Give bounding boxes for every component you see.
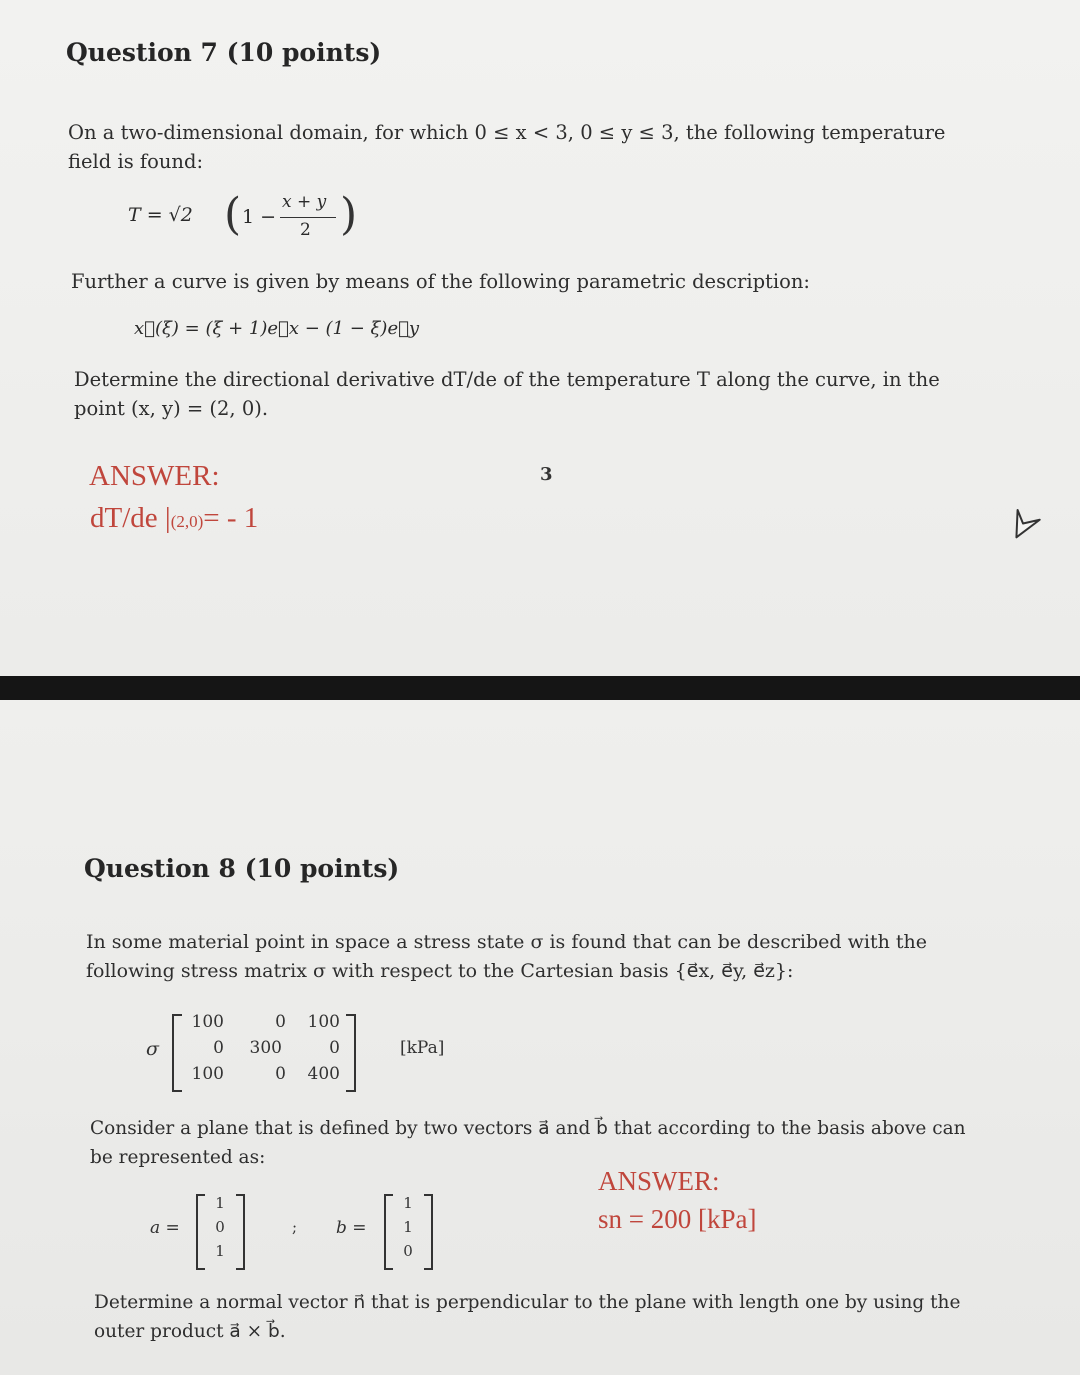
intro-line-2: field is found: <box>68 150 204 173</box>
stress-matrix <box>140 1008 480 1092</box>
vector-a-cell: 1 <box>215 1242 225 1260</box>
curve-formula: x⃗(ξ) = (ξ + 1)e⃗x − (1 − ξ)e⃗y <box>134 318 420 339</box>
question-8-task <box>94 1288 1054 1346</box>
right-paren: ) <box>340 189 358 240</box>
task-line-1: Determine the directional derivative dT/de of the temperature T along the curve, in the <box>74 368 940 391</box>
q8-task-line-2: outer product a⃗ × b⃗. <box>94 1321 286 1342</box>
mouse-pointer-icon <box>1010 503 1046 543</box>
matrix-cell: 300 <box>249 1038 282 1058</box>
vector-separator: ; <box>292 1218 298 1236</box>
question-7-task <box>74 365 1034 423</box>
question-8-page <box>0 700 1080 1375</box>
plane-line-1: Consider a plane that is defined by two vectors a⃗ and b⃗ that according to the basis above can <box>90 1118 966 1139</box>
plane-line-2: be represented as: <box>90 1147 266 1168</box>
page-divider <box>0 676 1080 700</box>
matrix-cell: 0 <box>213 1038 224 1058</box>
question-8-intro <box>86 928 1046 986</box>
vector-a-left-bracket <box>196 1194 205 1270</box>
vector-b-right-bracket <box>424 1194 433 1270</box>
matrix-cell: 0 <box>275 1012 286 1032</box>
formula-one-minus: 1 − <box>242 206 277 228</box>
matrix-cell: 0 <box>275 1064 286 1084</box>
vector-b-left-bracket <box>384 1194 393 1270</box>
q7-answer-label: ANSWER: <box>89 460 220 492</box>
question-8-title: Question 8 (10 points) <box>84 854 400 883</box>
q8-answer-label: ANSWER: <box>598 1166 720 1196</box>
matrix-unit: [kPa] <box>400 1038 445 1058</box>
formula-numerator: x + y <box>282 192 327 212</box>
matrix-cell: 100 <box>307 1012 340 1032</box>
matrix-right-bracket <box>346 1014 356 1092</box>
plane-description <box>90 1114 1050 1172</box>
vector-b-label: b = <box>336 1218 367 1238</box>
matrix-cell: 0 <box>329 1038 340 1058</box>
matrix-symbol: σ <box>146 1038 159 1060</box>
q8-intro-line-2: following stress matrix σ with respect to the Cartesian basis {e⃗x, e⃗y, e⃗z}: <box>86 960 794 982</box>
temperature-formula <box>128 190 388 250</box>
question-7-page <box>0 0 1080 676</box>
matrix-cell: 100 <box>191 1012 224 1032</box>
matrix-cell: 100 <box>191 1064 224 1084</box>
fraction-bar <box>280 217 336 218</box>
curve-intro: Further a curve is given by means of the following parametric description: <box>71 270 811 293</box>
q8-intro-line-1: In some material point in space a stress state σ is found that can be described with the <box>86 931 927 953</box>
q8-answer-value: sn = 200 [kPa] <box>598 1204 757 1234</box>
vector-b-cell: 1 <box>403 1194 413 1212</box>
answer-result: = - 1 <box>203 502 259 534</box>
vector-a-right-bracket <box>236 1194 245 1270</box>
task-line-2: point (x, y) = (2, 0). <box>74 397 269 420</box>
matrix-cell: 400 <box>307 1064 340 1084</box>
left-paren: ( <box>224 189 242 240</box>
q8-task-line-1: Determine a normal vector n⃗ that is perpendicular to the plane with length one by using the <box>94 1292 961 1313</box>
intro-line-1: On a two-dimensional domain, for which 0 ≤ x < 3, 0 ≤ y ≤ 3, the following temperature <box>68 121 946 144</box>
plane-vectors <box>150 1188 450 1272</box>
answer-point-subscript: (2,0) <box>170 512 204 531</box>
vector-a-cell: 0 <box>215 1218 225 1236</box>
matrix-left-bracket <box>172 1014 182 1092</box>
question-7-title: Question 7 (10 points) <box>66 38 382 67</box>
answer-derivative: dT/de | <box>90 502 171 534</box>
vector-a-cell: 1 <box>215 1194 225 1212</box>
formula-lhs: T = √2 <box>128 204 193 226</box>
vector-b-cell: 0 <box>403 1242 413 1260</box>
vector-a-label: a = <box>150 1218 180 1238</box>
formula-denominator: 2 <box>300 220 311 240</box>
page-marker: 3 <box>540 464 553 485</box>
vector-b-cell: 1 <box>403 1218 413 1236</box>
q7-answer-value <box>90 502 258 535</box>
question-7-intro <box>68 118 1028 176</box>
